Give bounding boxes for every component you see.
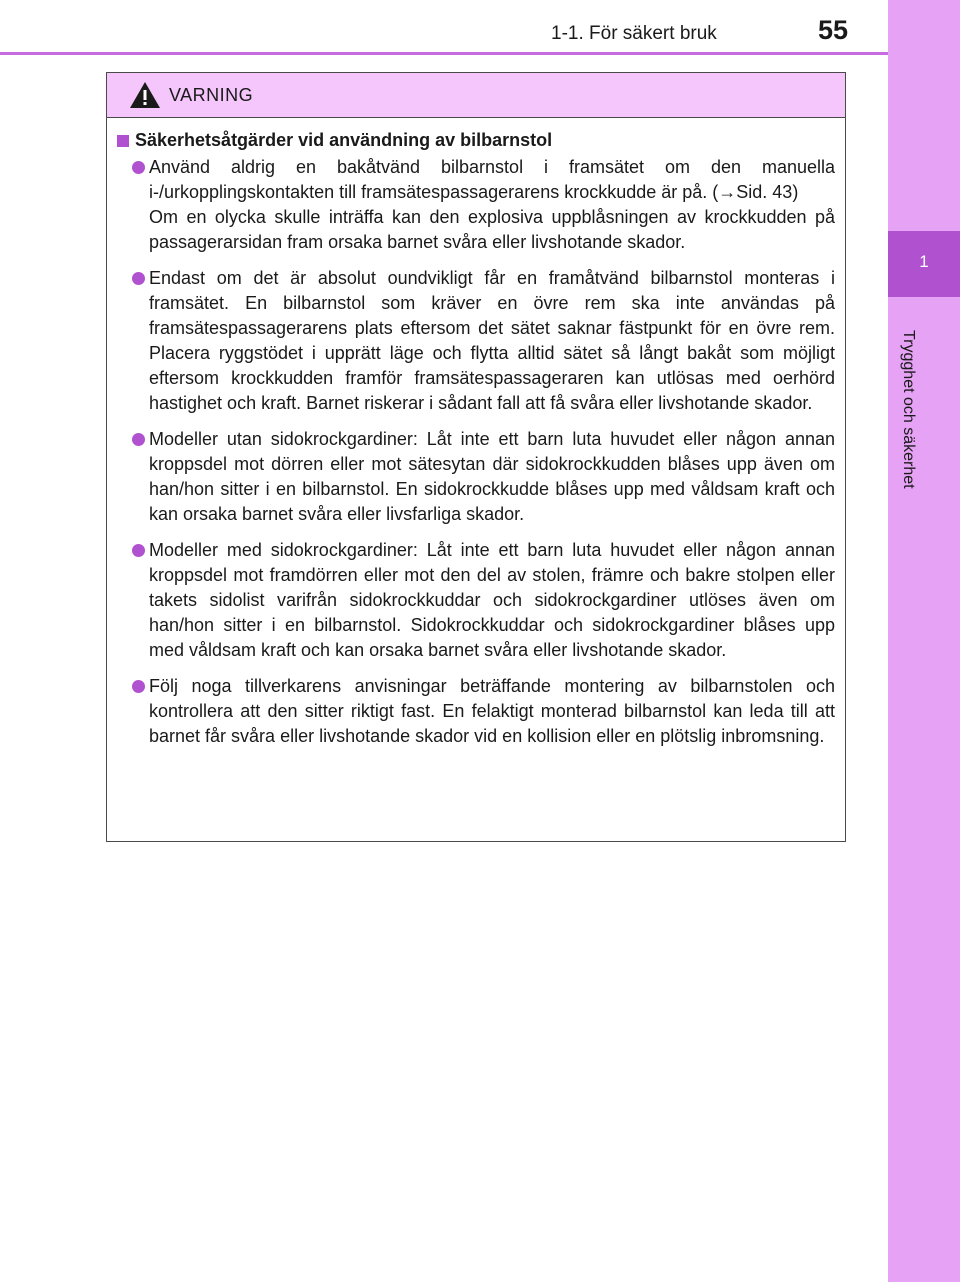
- warning-item: [117, 538, 835, 663]
- warning-item-paragraph: Följ noga tillverkarens anvisningar beträffande montering av bilbarnstolen och kontrollera att den sitter riktigt fast. En felaktigt monterad bilbarnstol kan leda till att barnet får svåra eller livshotande skador vid en kollision eller en plötslig inbromsning.: [149, 676, 835, 746]
- warning-heading-text: Säkerhetsåtgärder vid användning av bilbarnstol: [135, 130, 553, 150]
- circle-bullet-icon: [132, 272, 145, 285]
- warning-item-text: [149, 427, 835, 527]
- page-number: 55: [818, 15, 849, 45]
- warning-item: [117, 155, 835, 255]
- warning-item-paragraph: Modeller utan sidokrockgardiner: Låt inte ett barn luta huvudet eller någon annan kroppsdel mot dörren eller mot sätesytan där sidokrockkudden blåses upp även om han/hon sitter i en bilbarnstol. En sidokrockkudde blåses upp med våldsam kraft och kan orsaka barnet svåra eller livsfarliga skador.: [149, 429, 835, 524]
- warning-item-paragraph: Använd aldrig en bakåtvänd bilbarnstol i framsätet om den manuella i-/urkopplingskontakten till framsätespassagerarens krockkudde är på. (→Sid. 43): [149, 157, 835, 202]
- warning-triangle-icon: [129, 81, 161, 109]
- warning-header: [107, 73, 845, 118]
- warning-item: [117, 674, 835, 749]
- circle-bullet-icon: [132, 433, 145, 446]
- section-title: 1-1. För säkert bruk: [551, 23, 717, 44]
- circle-bullet-icon: [132, 680, 145, 693]
- warning-item: [117, 427, 835, 527]
- warning-body: [107, 118, 845, 749]
- warning-item-paragraph: Endast om det är absolut oundvikligt får en framåtvänd bilbarnstol monteras i framsätet. En bilbarnstol som kräver en övre rem ska inte användas på framsätespassagerarens plats eftersom det sätet saknar fästpunkt för en övre rem. Placera ryggstödet i upprätt läge och flytta alltid sätet så långt bakåt som möjligt eftersom krockkudden framför framsätespassageraren kan utlösas med oerhörd hastighet och kraft. Barnet riskerar i sådant fall att få svåra eller livshotande skador.: [149, 268, 835, 413]
- warning-heading: [117, 130, 835, 151]
- warning-item-text: [149, 155, 835, 255]
- circle-bullet-icon: [132, 544, 145, 557]
- warning-item: [117, 266, 835, 416]
- warning-item-text: [149, 266, 835, 416]
- chapter-title: Trygghet och säkerhet: [900, 330, 917, 489]
- warning-item-paragraph: Modeller med sidokrockgardiner: Låt inte ett barn luta huvudet eller någon annan kroppsdel mot framdörren eller mot den del av stolen, främre och bakre stolpen eller takets sidolist varifrån sidokrockkuddar och sidokrockgardiner utlöses även om han/hon sitter i en bilbarnstol. Sidokrockkuddar och sidokrockgardiner blåses upp med våldsam kraft och kan orsaka barnet svåra eller livshotande skador.: [149, 540, 835, 660]
- warning-items: [117, 155, 835, 749]
- chapter-number: 1: [919, 252, 929, 271]
- chapter-side-tab: [888, 0, 960, 1282]
- header-rule: [0, 52, 888, 55]
- warning-item-paragraph: Om en olycka skulle inträffa kan den explosiva uppblåsningen av krockkudden på passagerarsidan fram orsaka barnet svåra eller livshotande skador.: [149, 207, 835, 252]
- warning-box: [106, 72, 846, 842]
- square-bullet-icon: [117, 135, 129, 147]
- warning-label: VARNING: [169, 84, 254, 105]
- warning-item-text: [149, 674, 835, 749]
- warning-item-text: [149, 538, 835, 663]
- circle-bullet-icon: [132, 161, 145, 174]
